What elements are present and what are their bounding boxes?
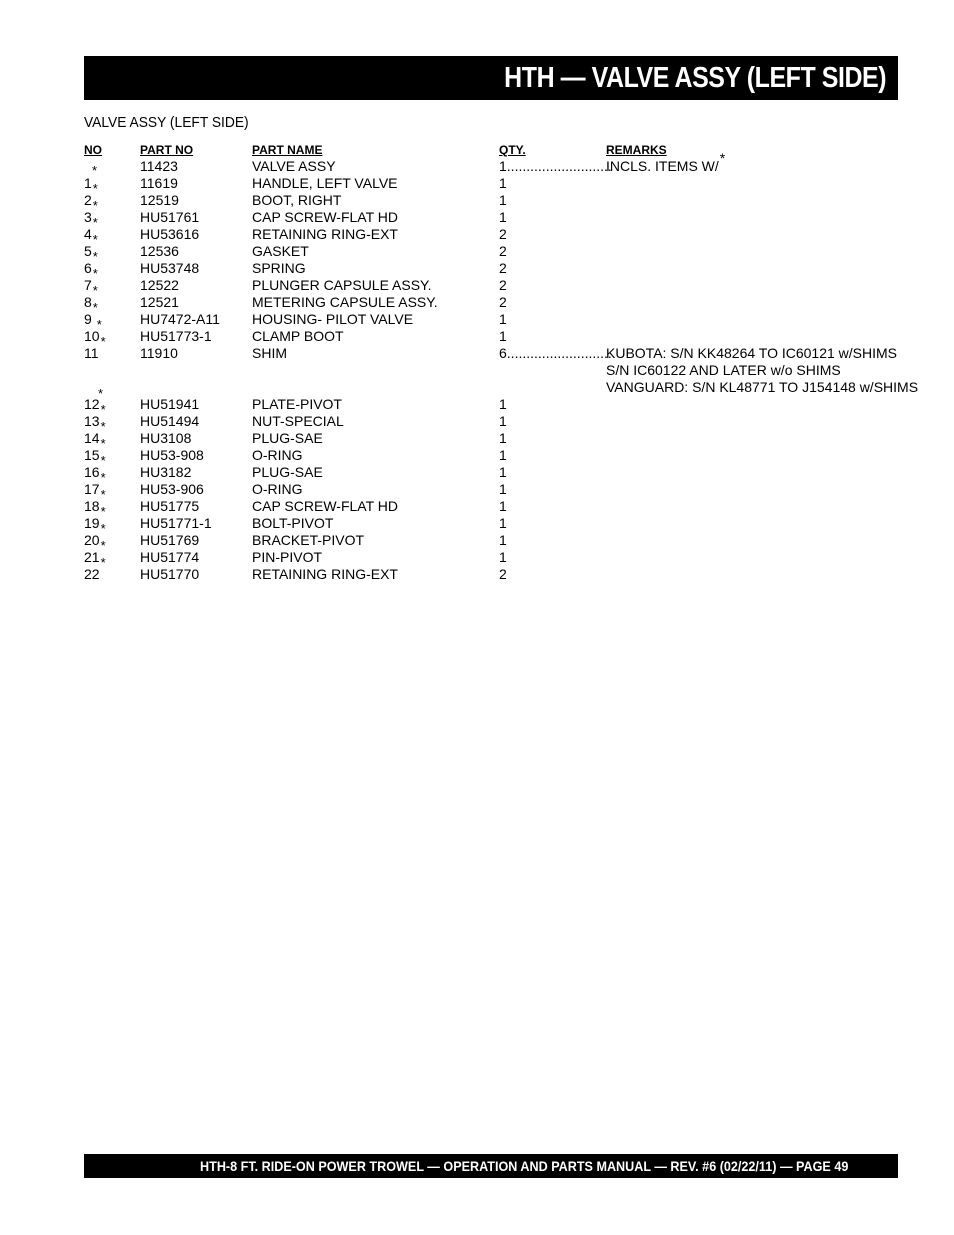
part-name: NUT-SPECIAL (252, 413, 344, 429)
table-row (84, 498, 898, 519)
part-no: 12521 (140, 294, 179, 310)
item-no: 13* (84, 413, 106, 434)
item-no: 10* (84, 328, 106, 349)
part-name: BOOT, RIGHT (252, 192, 342, 208)
part-no: 11619 (140, 175, 178, 191)
part-no: HU53616 (140, 226, 200, 242)
table-row (84, 175, 898, 196)
table-row (84, 226, 898, 247)
remarks: S/N IC60122 AND LATER w/o SHIMS (606, 362, 841, 378)
qty: 1 (499, 498, 507, 514)
star-marker: * (92, 198, 98, 213)
item-no: 4* (84, 226, 98, 247)
part-no: HU7472-A11 (140, 311, 220, 327)
qty: 1 (499, 175, 507, 191)
star-marker: * (100, 487, 106, 502)
col-header-part-name: PART NAME (252, 143, 323, 157)
qty: 2 (499, 260, 507, 276)
qty: 1 (499, 328, 507, 344)
part-name: O-RING (252, 481, 303, 497)
star-marker: * (100, 419, 106, 434)
item-no: 18* (84, 498, 106, 519)
remarks: INCLS. ITEMS W/* (606, 150, 726, 174)
item-no: 2* (84, 192, 98, 213)
part-no: HU51773-1 (140, 328, 212, 344)
remarks: KUBOTA: S/N KK48264 TO IC60121 w/SHIMS (606, 345, 898, 361)
table-row (84, 566, 898, 583)
star-marker: * (92, 283, 98, 298)
item-no: 7* (84, 277, 98, 298)
item-no: 8* (84, 294, 98, 315)
part-no: HU51494 (140, 413, 200, 429)
part-no: HU51775 (140, 498, 200, 514)
item-no: 22 (84, 566, 100, 582)
star-marker: * (719, 150, 726, 166)
star-marker: * (92, 181, 98, 196)
footer-text: HTH-8 FT. RIDE-ON POWER TROWEL — OPERATION AND PARTS MANUAL — REV. #6 (02/22/11) — PAGE 49 (199, 1158, 848, 1174)
page-title: HTH — VALVE ASSY (LEFT SIDE) (504, 61, 886, 94)
qty: 1 (499, 515, 507, 531)
table-row (84, 294, 898, 315)
part-name: CAP SCREW-FLAT HD (252, 209, 398, 225)
star-marker: * (92, 300, 98, 315)
star-marker: * (92, 232, 98, 247)
part-name: CAP SCREW-FLAT HD (252, 498, 398, 514)
table-row (84, 447, 898, 468)
star-marker: * (100, 453, 106, 468)
qty: 1 (499, 447, 507, 463)
part-name: PLUG-SAE (252, 430, 323, 446)
part-no: HU51771-1 (140, 515, 212, 531)
qty: 2 (499, 243, 507, 259)
item-no: * 12* (84, 386, 106, 417)
star-marker: * (92, 163, 98, 178)
item-no: 15* (84, 447, 106, 468)
star-marker: * (100, 334, 106, 349)
part-no: HU51770 (140, 566, 200, 582)
table-row-continuation (84, 362, 898, 379)
qty: 2 (499, 566, 507, 582)
star-marker: * (100, 402, 106, 417)
part-name: GASKET (252, 243, 309, 259)
part-no: HU53-908 (140, 447, 204, 463)
part-no: HU51769 (140, 532, 200, 548)
table-row (84, 549, 898, 570)
part-name: VALVE ASSY (252, 158, 336, 174)
part-no: HU51774 (140, 549, 200, 565)
parts-list (84, 141, 919, 583)
item-no: 11 (84, 345, 99, 361)
qty: 1 (499, 311, 507, 327)
table-row (84, 328, 898, 349)
qty: 1 (499, 464, 507, 480)
star-marker: * (92, 249, 98, 264)
qty: 1 (499, 413, 507, 429)
table-row (84, 515, 898, 536)
star-marker: * (100, 555, 106, 570)
qty: 1 (499, 549, 507, 565)
qty: 1 (499, 209, 507, 225)
part-no: HU51941 (140, 396, 200, 412)
table-row (84, 277, 898, 298)
part-name: O-RING (252, 447, 303, 463)
remarks: VANGUARD: S/N KL48771 TO J154148 w/SHIMS (606, 379, 919, 395)
parts-list-header (84, 141, 898, 158)
star-marker: * (100, 504, 106, 519)
table-row (84, 481, 898, 502)
star-marker: * (100, 436, 106, 451)
part-name: PIN-PIVOT (252, 549, 323, 565)
col-header-remarks: REMARKS (606, 143, 667, 157)
star-marker: * (96, 317, 102, 332)
part-name: HOUSING- PILOT VALVE (252, 311, 414, 327)
part-name: BRACKET-PIVOT (252, 532, 365, 548)
qty: 2 (499, 294, 507, 310)
part-no: HU53748 (140, 260, 200, 276)
qty: 1........................... (499, 158, 612, 174)
star-marker: * (100, 538, 106, 553)
table-row (84, 413, 898, 434)
qty: 1 (499, 192, 507, 208)
table-row (84, 243, 898, 264)
part-name: PLUG-SAE (252, 464, 323, 480)
section-title: VALVE ASSY (LEFT SIDE) (84, 114, 249, 131)
table-row-continuation (84, 379, 919, 396)
table-row (84, 192, 898, 213)
qty: 6........................... (499, 345, 612, 361)
table-row (84, 532, 898, 553)
part-name: HANDLE, LEFT VALVE (252, 175, 398, 191)
part-name: RETAINING RING-EXT (252, 566, 398, 582)
item-no: 5* (84, 243, 98, 264)
table-row (84, 464, 898, 485)
qty: 1 (499, 430, 507, 446)
col-header-no: NO (84, 143, 102, 157)
table-row (84, 260, 898, 281)
star-marker: * (92, 266, 98, 281)
page-footer-bar (84, 1154, 898, 1178)
item-no: 20* (84, 532, 106, 553)
part-no: 12519 (140, 192, 179, 208)
part-no: HU3182 (140, 464, 192, 480)
item-no: 16* (84, 464, 106, 485)
item-no: 6* (84, 260, 98, 281)
part-name: SHIM (252, 345, 287, 361)
table-row (84, 311, 898, 332)
part-no: 11910 (140, 345, 178, 361)
part-name: BOLT-PIVOT (252, 515, 334, 531)
star-marker: * (98, 386, 104, 401)
col-header-part-no: PART NO (140, 143, 194, 157)
item-no: 3* (84, 209, 98, 230)
item-no: 17* (84, 481, 106, 502)
part-name: CLAMP BOOT (252, 328, 344, 344)
star-marker: * (100, 521, 106, 536)
qty: 1 (499, 396, 507, 412)
table-row (84, 209, 898, 230)
item-no: 14* (84, 430, 106, 451)
qty: 1 (499, 481, 507, 497)
item-no: 1* (84, 175, 98, 196)
item-no: 19* (84, 515, 106, 536)
part-no: HU51761 (140, 209, 200, 225)
star-marker: * (92, 215, 98, 230)
part-name: METERING CAPSULE ASSY. (252, 294, 438, 310)
item-no: 21* (84, 549, 106, 570)
part-no: 12536 (140, 243, 179, 259)
col-header-qty: QTY. (499, 143, 526, 157)
qty: 2 (499, 277, 507, 293)
part-name: PLUNGER CAPSULE ASSY. (252, 277, 432, 293)
part-no: HU53-906 (140, 481, 204, 497)
part-no: 12522 (140, 277, 179, 293)
table-row (84, 345, 898, 362)
part-name: SPRING (252, 260, 306, 276)
qty: 1 (499, 532, 507, 548)
table-row (84, 430, 898, 451)
part-no: 11423 (140, 158, 178, 174)
part-no: HU3108 (140, 430, 192, 446)
page-header-bar (84, 56, 898, 100)
part-name: RETAINING RING-EXT (252, 226, 398, 242)
qty: 2 (499, 226, 507, 242)
item-no: 9 * (84, 311, 102, 332)
part-name: PLATE-PIVOT (252, 396, 342, 412)
star-marker: * (100, 470, 106, 485)
